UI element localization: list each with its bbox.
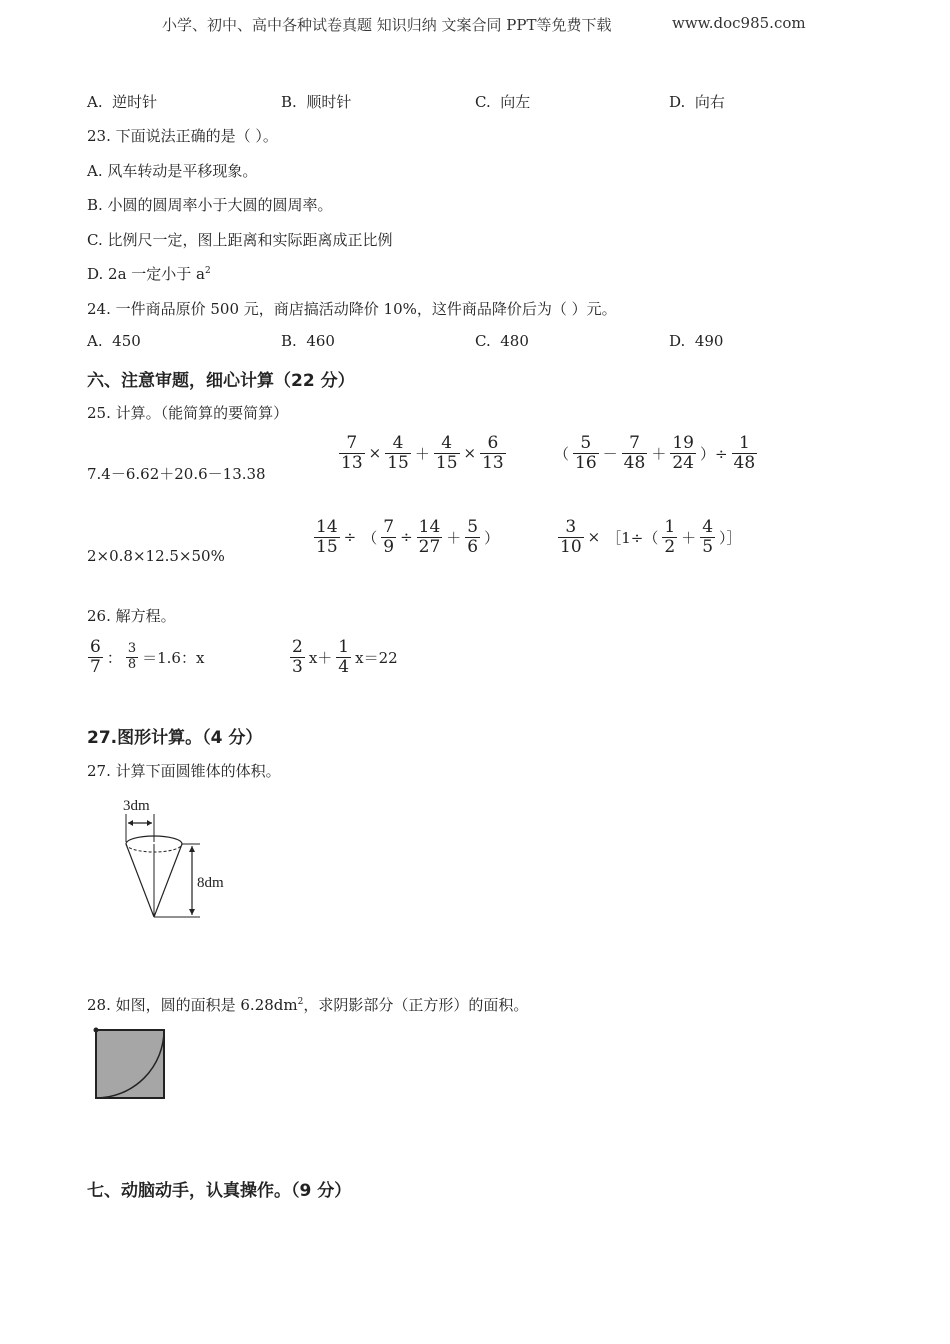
header-site: www.doc985.com — [672, 14, 806, 32]
q27-stem: 27. 计算下面圆锥体的体积。 — [87, 762, 281, 780]
q23-option-a: A. 风车转动是平移现象。 — [87, 162, 258, 180]
cone-figure — [110, 792, 240, 927]
q22-option-c: C. 向左 — [475, 93, 531, 111]
q25-stem: 25. 计算。（能简算的要简算） — [87, 404, 289, 422]
height-label: 8dm — [197, 875, 224, 891]
q23-option-c: C. 比例尺一定，图上距离和实际距离成正比例 — [87, 231, 393, 249]
q23-option-d: D. 2a 一定小于 $a^2$ — [87, 265, 211, 283]
equation-2: $\frac{2}{3}$ x＋ $\frac{1}{4}$ x＝22 — [292, 637, 398, 677]
header-text: 小学、初中、高中各种试卷真题 知识归纳 文案合同 PPT等免费下载 — [162, 16, 612, 34]
expr-4: 2×0.8×12.5×50% — [87, 547, 225, 565]
corner-dot — [94, 1028, 99, 1033]
q23-option-b: B. 小圆的圆周率小于大圆的圆周率。 — [87, 196, 333, 214]
q24-stem: 24. 一件商品原价 500 元，商店搞活动降价 10%，这件商品降价后为（ ）元。 — [87, 300, 617, 318]
q24-option-c: C. 480 — [475, 332, 529, 350]
q28-stem: 28. 如图，圆的面积是 $6.28dm^2$，求阴影部分（正方形）的面积。 — [87, 996, 529, 1014]
q22-option-d: D. 向右 — [669, 93, 725, 111]
shaded-square-figure — [90, 1025, 170, 1105]
expr-2: $\frac{7}{13}$ × $\frac{4}{15}$ ＋ $\frac{4}{15}$ × $\frac{6}{13}$ — [341, 433, 504, 473]
radius-arrowhead-right — [147, 820, 152, 826]
cone-right-edge — [154, 844, 182, 917]
radius-arrowhead-left — [128, 820, 133, 826]
q24-option-b: B. 460 — [281, 332, 335, 350]
expr-6: $\frac{3}{10}$ × ［1÷（ $\frac{1}{2}$ ＋ $\frac{4}{5}$ ）］ — [560, 517, 742, 557]
q24-option-d: D. 490 — [669, 332, 724, 350]
radius-label: 3dm — [123, 798, 150, 814]
expr-1: 7.4－6.62＋20.6－13.38 — [87, 465, 266, 483]
cone-left-edge — [126, 844, 154, 917]
expr-5: $\frac{14}{15}$ ÷ （ $\frac{7}{9}$ ÷ $\frac{14}{27}$ ＋ $\frac{5}{6}$ ） — [316, 517, 500, 557]
equation-1: $\frac{6}{7}$ ： $\frac{3}{8}$ ＝1.6：x — [90, 637, 205, 677]
height-arrowhead-top — [189, 846, 195, 852]
q23-stem: 23. 下面说法正确的是（ ）。 — [87, 127, 278, 145]
shaded-square — [96, 1030, 164, 1098]
q22-option-b: B. 顺时针 — [281, 93, 352, 111]
section27-title: 27.图形计算。（4 分） — [87, 728, 263, 748]
section7-title: 七、动脑动手，认真操作。（9 分） — [87, 1181, 352, 1201]
q26-stem: 26. 解方程。 — [87, 607, 176, 625]
q24-option-a: A. 450 — [87, 332, 141, 350]
q22-option-a: A. 逆时针 — [87, 93, 158, 111]
height-arrowhead-bottom — [189, 909, 195, 915]
expr-3: （ $\frac{5}{16}$ － $\frac{7}{48}$ ＋ $\frac{19}{24}$ ）÷ $\frac{1}{48}$ — [554, 433, 756, 473]
section6-title: 六、注意审题，细心计算（22 分） — [87, 371, 355, 391]
